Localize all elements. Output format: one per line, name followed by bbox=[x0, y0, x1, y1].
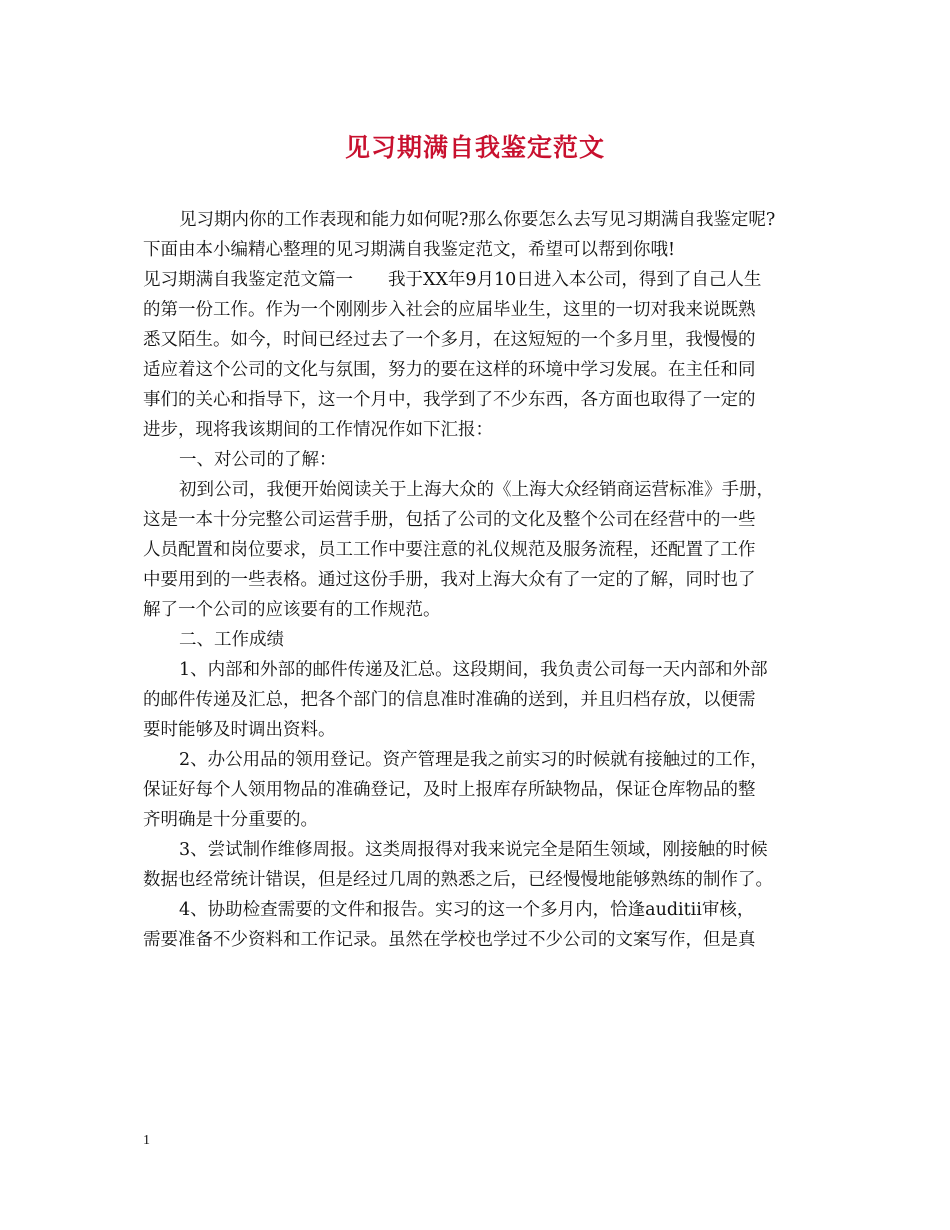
body-line: 齐明确是十分重要的。 bbox=[143, 810, 318, 830]
body-line: 2、办公用品的领用登记。资产管理是我之前实习的时候就有接触过的工作， bbox=[179, 750, 768, 770]
body-line: 4、协助检查需要的文件和报告。实习的这一个多月内，恰逢auditii审核， bbox=[179, 900, 755, 920]
body-line: 数据也经常统计错误，但是经过几周的熟悉之后，已经慢慢地能够熟练的制作了。 bbox=[143, 870, 773, 890]
body-line: 见习期满自我鉴定范文篇一 我于XX年9月10日进入本公司，得到了自己人生 bbox=[143, 270, 762, 290]
body-line: 3、尝试制作维修周报。这类周报得对我来说完全是陌生领域，刚接触的时候 bbox=[179, 840, 768, 860]
body-line: 见习期内你的工作表现和能力如何呢?那么你要怎么去写见习期满自我鉴定呢? bbox=[179, 210, 776, 230]
page-number: 1 bbox=[143, 1133, 150, 1148]
body-line: 这是一本十分完整公司运营手册，包括了公司的文化及整个公司在经营中的一些 bbox=[143, 510, 756, 530]
section-heading: 一、对公司的了解： bbox=[179, 450, 337, 470]
document-title: 见习期满自我鉴定范文 bbox=[344, 133, 605, 162]
body-line: 的邮件传递及汇总，把各个部门的信息准时准确的送到，并且归档存放，以便需 bbox=[143, 690, 756, 710]
body-line: 保证好每个人领用物品的准确登记，及时上报库存所缺物品，保证仓库物品的整 bbox=[143, 780, 756, 800]
body-line: 解了一个公司的应该要有的工作规范。 bbox=[143, 600, 441, 620]
body-line: 中要用到的一些表格。通过这份手册，我对上海大众有了一定的了解，同时也了 bbox=[143, 570, 756, 590]
body-line: 进步，现将我该期间的工作情况作如下汇报： bbox=[143, 420, 493, 440]
section-heading: 二、工作成绩 bbox=[179, 630, 284, 650]
body-line: 人员配置和岗位要求，员工工作中要注意的礼仪规范及服务流程，还配置了工作 bbox=[143, 540, 756, 560]
body-line: 悉又陌生。如今，时间已经过去了一个多月，在这短短的一个多月里，我慢慢的 bbox=[143, 330, 756, 350]
body-line: 需要准备不少资料和工作记录。虽然在学校也学过不少公司的文案写作，但是真 bbox=[143, 930, 756, 950]
body-line: 的第一份工作。作为一个刚刚步入社会的应届毕业生，这里的一切对我来说既熟 bbox=[143, 300, 756, 320]
body-line: 事们的关心和指导下，这一个月中，我学到了不少东西，各方面也取得了一定的 bbox=[143, 390, 756, 410]
body-line: 初到公司，我便开始阅读关于上海大众的《上海大众经销商运营标准》手册， bbox=[179, 480, 774, 500]
body-line: 下面由本小编精心整理的见习期满自我鉴定范文，希望可以帮到你哦! bbox=[143, 240, 676, 260]
body-line: 适应着这个公司的文化与氛围，努力的要在这样的环境中学习发展。在主任和同 bbox=[143, 360, 756, 380]
body-line: 1、内部和外部的邮件传递及汇总。这段期间，我负责公司每一天内部和外部 bbox=[179, 660, 768, 680]
body-line: 要时能够及时调出资料。 bbox=[143, 720, 336, 740]
